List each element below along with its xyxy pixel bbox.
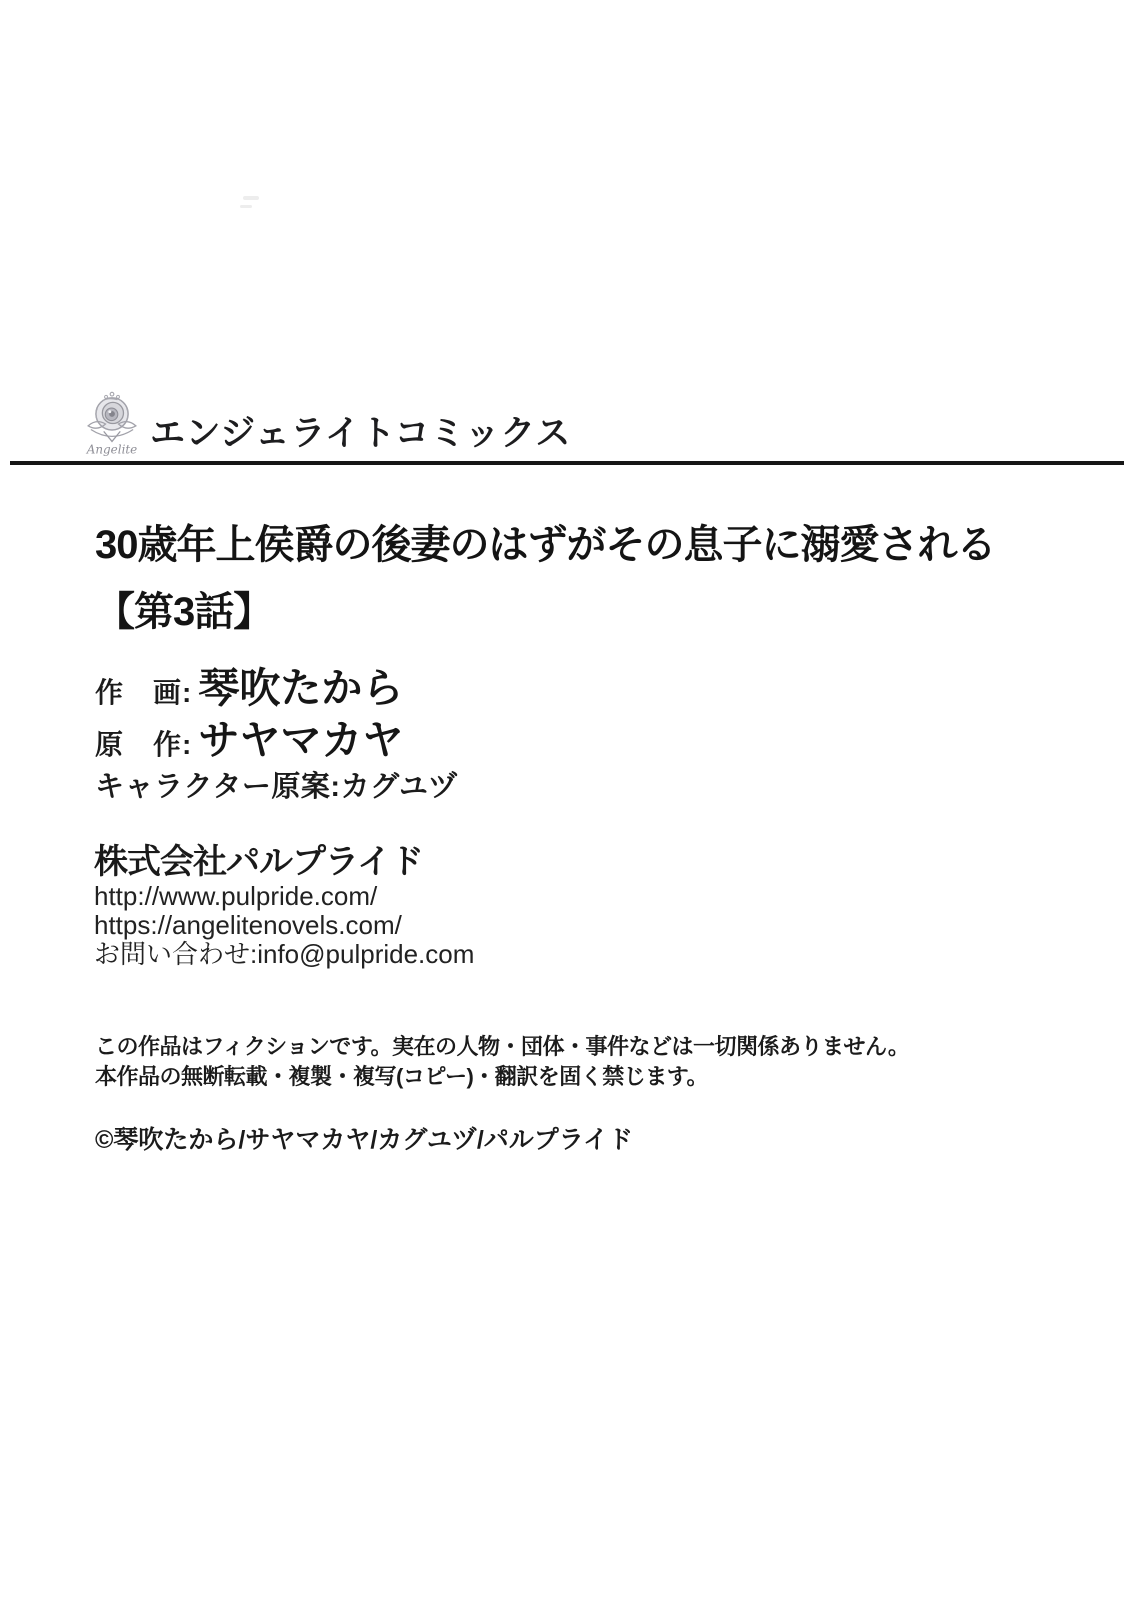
publisher-url-2: https://angelitenovels.com/ [94,910,402,940]
credit-art-name: 琴吹たから [198,665,404,711]
publisher-links [94,882,474,969]
brand-name: エンジェライトコミックス [150,414,571,453]
credit-story-label: 原 作: [95,729,193,760]
work-title-chapter: 【第3話】 [95,590,273,634]
credit-character-design: キャラクター原案:カグユヅ [95,771,458,803]
scan-artifact [240,205,252,208]
credit-art [95,655,403,714]
credit-story [95,707,403,766]
credit-story-name: サヤマカヤ [198,717,404,763]
logo-script-text: Angelite [86,442,138,457]
publisher-company-name: 株式会社パルプライド [94,843,423,881]
legal-disclaimer-line2: 本作品の無断転載・複製・複写(コピー)・翻訳を固く禁じます。 [95,1064,709,1089]
publisher-url-1: http://www.pulpride.com/ [94,881,378,911]
publisher-contact: お問い合わせ:info@pulpride.com [94,939,475,969]
publisher-brand-header [84,390,571,458]
credit-art-label: 作 画: [95,677,193,708]
work-title-line1: 30歳年上侯爵の後妻のはずがその息子に溺愛される [95,523,996,567]
work-title [95,512,1085,646]
rose-crest-icon [84,390,140,458]
legal-disclaimer-line1: この作品はフィクションです。実在の人物・団体・事件などは一切関係ありません。 [95,1034,910,1059]
legal-disclaimer [95,1032,909,1092]
copyright-line: ©琴吹たから/サヤマカヤ/カグユヅ/パルプライド [95,1126,634,1154]
header-divider-rule [10,461,1124,465]
scan-artifact [243,196,259,200]
